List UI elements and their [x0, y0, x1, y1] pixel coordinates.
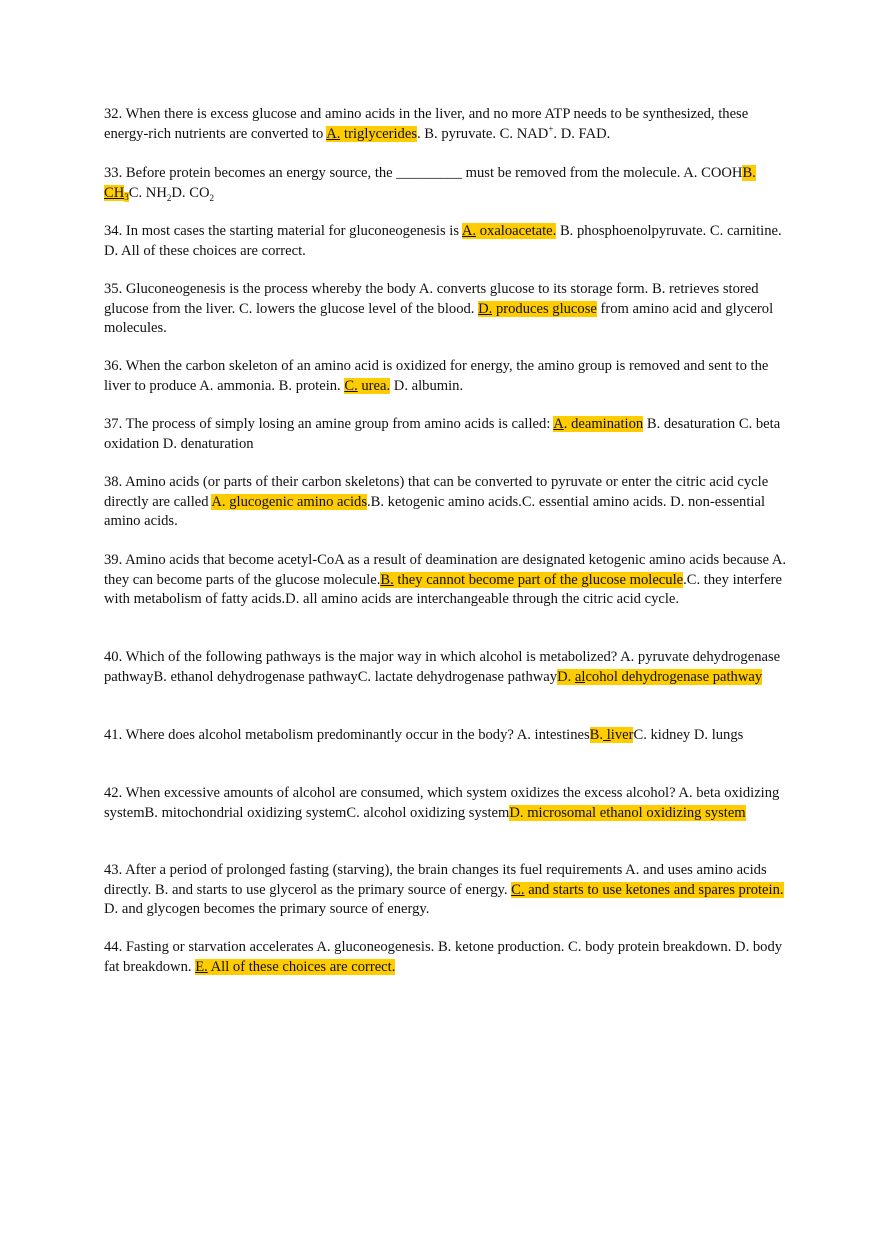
highlighted-answer: iver [610, 727, 634, 743]
highlighted-answer: 3 [124, 192, 129, 203]
highlighted-answer: D. [478, 300, 493, 317]
highlighted-answer: oxaloacetate. [476, 223, 557, 239]
question-text: . D. FAD. [553, 125, 611, 142]
highlighted-answer: A. glucogenic amino acids [211, 493, 367, 510]
highlighted-answer: B. [742, 165, 756, 181]
question-38 [104, 473, 794, 532]
question-text: 44. Fasting or starvation accelerates A. gluconeogenesis. B. ketone production. C. body protein breakdown. D. body fat breakdown. [104, 939, 783, 975]
question-text: 33. Before protein becomes an energy source, the _________ must be removed from the molecule. A. COOH [104, 165, 743, 181]
highlighted-answer: All of these choices are correct. [207, 958, 396, 975]
highlighted-answer: C. [344, 377, 358, 394]
question-text: . B. pyruvate. C. NAD [417, 125, 549, 142]
highlighted-answer: and starts to use ketones and spares protein. [524, 881, 784, 898]
question-text: .B. ketogenic amino acids.C. essential amino acids. D. non-essential amino acids. [104, 493, 765, 529]
highlighted-answer: A. [326, 125, 341, 142]
question-33 [104, 164, 794, 203]
highlighted-answer: CH [104, 184, 125, 201]
question-text: B. desaturation C. beta oxidation D. denaturation [104, 416, 781, 452]
question-text: D. CO [171, 184, 210, 201]
question-34 [104, 222, 794, 261]
question-36 [104, 357, 794, 396]
question-44 [104, 938, 794, 977]
question-32 [104, 105, 794, 144]
question-text: C. kidney D. lungs [633, 727, 744, 743]
question-text: D. albumin. [390, 377, 464, 394]
question-text: 36. When the carbon skeleton of an amino acid is oxidized for energy, the amino group is removed and sent to the liver to produce A. ammonia. B. protein. [104, 358, 769, 394]
question-text: 41. Where does alcohol metabolism predominantly occur in the body? A. intestines [104, 727, 590, 743]
question-text: from amino acid and glycerol molecules. [104, 300, 774, 336]
highlighted-answer: cohol dehydrogenase pathway [585, 668, 763, 685]
highlighted-answer: B. [380, 571, 394, 588]
question-39 [104, 551, 794, 610]
question-text: 34. In most cases the starting material for gluconeogenesis is [104, 223, 462, 239]
question-35 [104, 280, 794, 339]
question-text: 2 [166, 192, 172, 203]
highlighted-answer: D. microsomal ethanol oxidizing system [509, 804, 746, 821]
highlighted-answer: they cannot become part of the glucose molecule [393, 571, 684, 588]
highlighted-answer: B. [589, 727, 604, 743]
highlighted-answer: produces glucose [492, 300, 597, 317]
question-text: + [548, 123, 554, 134]
question-text: D. and glycogen becomes the primary source of energy. [104, 901, 430, 917]
question-text: B. phosphoenolpyruvate. C. carnitine. D. All of these choices are correct. [104, 223, 782, 259]
question-text: 37. The process of simply losing an amine group from amino acids is called: [104, 416, 554, 432]
question-40 [104, 648, 794, 687]
question-text: 35. Gluconeogenesis is the process whereby the body A. converts glucose to its storage form. B. retrieves stored glucose from the liver. C. lowers the glucose level of the blood. [104, 281, 759, 317]
question-42 [104, 784, 794, 823]
question-43 [104, 861, 794, 920]
question-text: 32. When there is excess glucose and amino acids in the liver, and no more ATP needs to be synthesized, these energy-rich nutrients are converted to [104, 106, 749, 142]
highlighted-answer: E. [195, 958, 208, 975]
highlighted-answer: l [603, 727, 611, 743]
highlighted-answer: A. [461, 223, 477, 239]
question-text: 40. Which of the following pathways is the major way in which alcohol is metabolized? A. pyruvate dehydrogenase pathwayB. ethanol dehydrogenase pathwayC. lactate dehydrogenase pathway [104, 649, 781, 685]
question-text: 39. Amino acids that become acetyl-CoA as a result of deamination are designated ketogenic amino acids because A. they can become parts of the glucose molecule. [104, 552, 787, 588]
question-text: 43. After a period of prolonged fasting (starving), the brain changes its fuel requirements A. and uses amino acids directly. B. and starts to use glycerol as the primary source of energy. [104, 862, 767, 898]
highlighted-answer: D. [557, 668, 575, 685]
highlighted-answer: A [553, 416, 564, 432]
question-text: 38. Amino acids (or parts of their carbon skeletons) that can be converted to pyruvate or enter the citric acid cycle directly are called [104, 474, 769, 510]
question-text: 2 [209, 192, 214, 203]
highlighted-answer: C. [511, 881, 525, 898]
question-text: .C. they interfere with metabolism of fatty acids.D. all amino acids are interchangeable through the citric acid cycle. [104, 571, 782, 607]
question-37 [104, 415, 794, 454]
question-text: C. NH [128, 184, 167, 201]
question-41 [104, 726, 794, 746]
highlighted-answer: al [574, 668, 586, 685]
question-text: 42. When excessive amounts of alcohol are consumed, which system oxidizes the excess alcohol? A. beta oxidizing systemB. mitochondrial oxidizing systemC. alcohol oxidizing system [104, 785, 780, 821]
highlighted-answer: . deamination [563, 416, 644, 432]
highlighted-answer: urea. [357, 377, 391, 394]
highlighted-answer: triglycerides [340, 125, 417, 142]
